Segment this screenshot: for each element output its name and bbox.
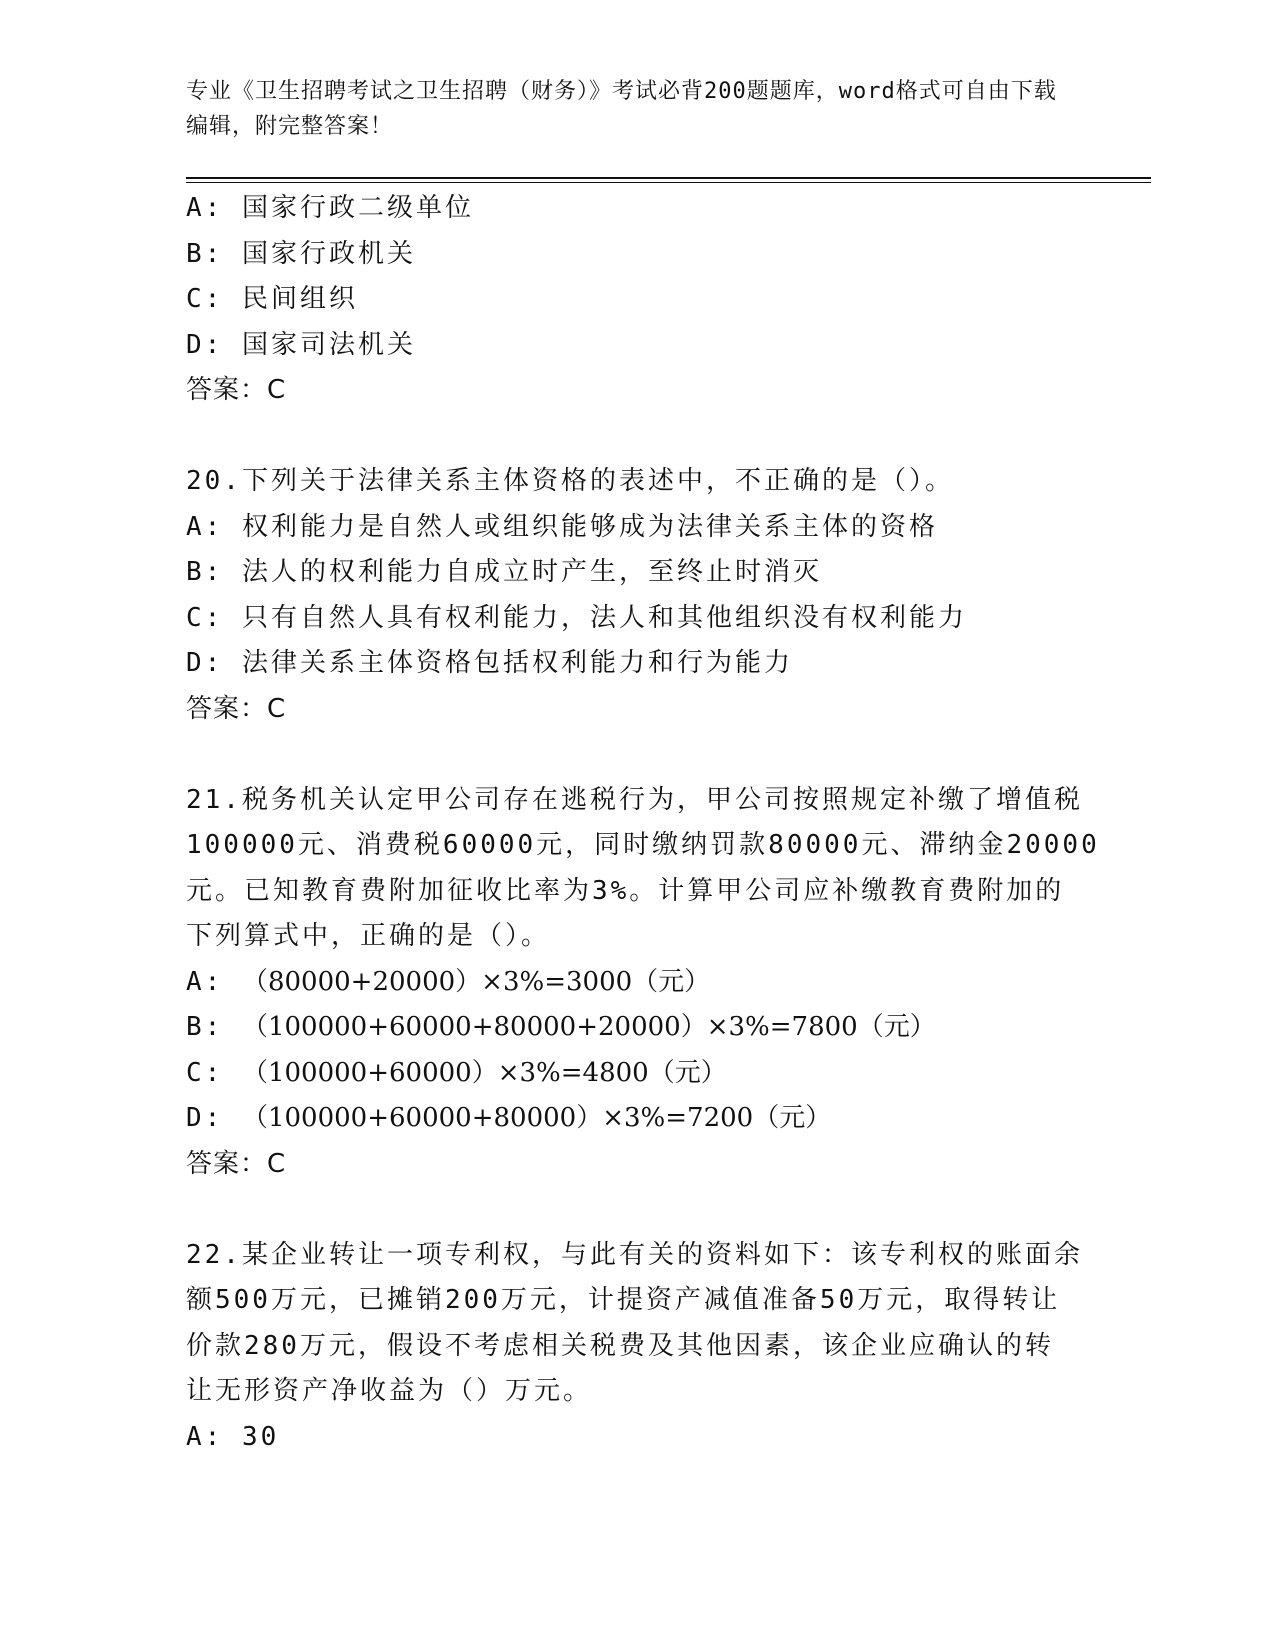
answer-line: 答案：C xyxy=(186,693,287,724)
header-divider-thick xyxy=(186,177,1151,179)
option-c: C: 只有自然人具有权利能力，法人和其他组织没有权利能力 xyxy=(186,602,967,633)
option-formula: （100000+60000+80000）×3%=7200（元） xyxy=(241,1103,832,1133)
question-stem-line: 让无形资产净收益为（）万元。 xyxy=(186,1376,593,1406)
option-label: C: xyxy=(186,1057,224,1088)
question-stem-line: 22.某企业转让一项专利权，与此有关的资料如下：该专利权的账面余 xyxy=(186,1239,1083,1270)
option-c xyxy=(186,1051,1086,1097)
option-formula: （100000+60000）×3%=4800（元） xyxy=(241,1057,727,1088)
option-label: B: xyxy=(186,1012,224,1042)
answer-line: 答案：C xyxy=(186,375,287,405)
option-c: C: 民间组织 xyxy=(186,284,358,314)
question-stem-line: 额500万元，已摊销200万元，计提资产减值准备50万元，取得转让 xyxy=(186,1285,1061,1315)
question-stem-line: 下列算式中，正确的是（）。 xyxy=(186,921,551,951)
option-b: B: 国家行政机关 xyxy=(186,238,416,269)
option-formula: （80000+20000）×3%=3000（元） xyxy=(241,966,711,997)
question-stem-line: 100000元、消费税60000元，同时缴纳罚款80000元、滞纳金20000 xyxy=(186,830,1100,860)
spacer xyxy=(186,1187,1086,1233)
question-stem-line: 价款280万元，假设不考虑相关税费及其他因素，该企业应确认的转 xyxy=(186,1330,1054,1361)
document-header: 专业《卫生招聘考试之卫生招聘（财务）》考试必背200题题库，word格式可自由下载编辑，附完整答案！ xyxy=(186,79,1057,139)
option-a: A: 30 xyxy=(186,1421,280,1452)
option-formula: （100000+60000+80000+20000）×3%=7800（元） xyxy=(241,1012,936,1042)
option-b xyxy=(186,1005,1086,1051)
option-d: D: 国家司法机关 xyxy=(186,329,416,360)
option-b: B: 法人的权利能力自成立时产生，至终止时消灭 xyxy=(186,557,822,587)
spacer xyxy=(186,732,1086,778)
option-d xyxy=(186,1096,1086,1142)
option-label: D: xyxy=(186,1103,224,1133)
answer-line: 答案：C xyxy=(186,1148,287,1179)
question-21 xyxy=(186,778,1100,1188)
option-d: D: 法律关系主体资格包括权利能力和行为能力 xyxy=(186,648,793,678)
option-a xyxy=(186,960,1086,1006)
spacer xyxy=(186,414,1086,460)
question-stem-line: 21.税务机关认定甲公司存在逃税行为，甲公司按照规定补缴了增值税 xyxy=(186,784,1083,815)
option-label: A: xyxy=(186,966,224,997)
question-22 xyxy=(186,1233,1086,1461)
option-a: A: 权利能力是自然人或组织能够成为法律关系主体的资格 xyxy=(186,511,938,542)
question-stem-line: 元。已知教育费附加征收比率为3%。计算甲公司应补缴教育费附加的 xyxy=(186,875,1065,906)
question-list xyxy=(186,186,1100,1460)
question-20 xyxy=(186,459,1086,732)
header-divider-thin xyxy=(186,182,1151,183)
question-block-prev xyxy=(186,186,1086,414)
option-a: A: 国家行政二级单位 xyxy=(186,193,474,223)
question-stem: 20.下列关于法律关系主体资格的表述中，不正确的是（）。 xyxy=(186,466,954,496)
